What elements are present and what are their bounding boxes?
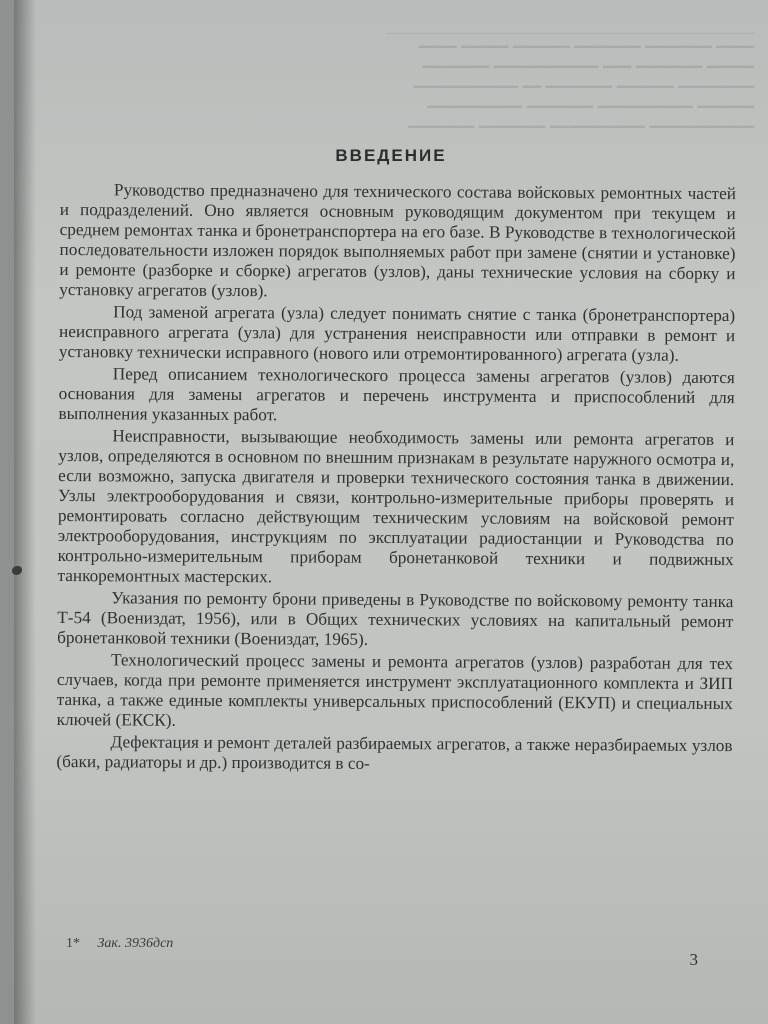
footer-imprint [66,936,173,952]
paragraph-purpose: Руководство предназначено для технического состава войсковых ремонтных частей и подразделений. Оно является основным руководящим документом при текущем и среднем ремонтах танка и бронетранспортера на его базе. В Руководстве в технологической последовательности изложен порядок выполняемых работ при замене (снятии и установке) и ремонте (разборке и сборке) агрегатов (узлов), даны технические условия на сборку и установку агрегатов (узлов). [59,180,736,301]
paragraph-replacement-definition: Под заменой агрегата (узла) следует понимать снятие с танка (бронетранспортера) неисправного агрегата (узла) для устранения неисправности или отправки в ремонт и установку технически исправного (нового или отремонтированного) агрегата (узла). [58,302,736,365]
page-number: 3 [689,950,698,969]
paragraph-replacement-grounds: Перед описанием технологического процесса замены агрегатов (узлов) даются основания для замены агрегатов и перечень инструмента и приспособлений для выполнения указанных работ. [58,364,735,425]
paragraph-armor-repair: Указания по ремонту брони приведены в Руководстве по войсковому ремонту танка Т-54 (Воениздат, 1956), или в Общих технических условиях на капитальный ремонт бронетанковой техники (Воениздат, 1965). [57,588,734,649]
paragraph-defect-detection: Дефектация и ремонт деталей разбираемых агрегатов, а также неразбираемых узлов (баки, радиаторы и др.) производится в со- [56,732,733,773]
page-title: ВВЕДЕНИЕ [335,146,447,165]
order-number: Зак. 3936дсп [97,936,174,951]
paragraph-faults: Неисправности, вызывающие необходимость замены или ремонта агрегатов и узлов, определяются в основном по внешним признакам в результате наружного осмотра и, если возможно, запуска двигателя и проверки технического состояния танка в движении. Узлы электрооборудования и связи, контрольно-измерительные приборы проверять и ремонтировать согласно действующим техническим условиям на войсковой ремонт электрооборудования, инструкциям по эксплуатации радиостанции и Руководства по контрольно-измерительным приборам бронетанковой техники и подвижных танкоремонтных мастерских. [57,426,735,587]
paragraph-process: Технологический процесс замены и ремонта агрегатов (узлов) разработан для тех случаев, когда при ремонте применяется инструмент эксплуатационного комплекта и ЗИП танка, а также единые комплекты универсальных приспособлений (ЕКУП) и специальных ключей (ЕКСК). [56,650,734,730]
book-page [14,0,768,1024]
sheet-mark: 1* [66,936,80,951]
bleed-through-text: ______________________________________________ ━━━━ ━━━━━━━ ━━━━━━━ ━━━━━━ ━━━━━ ━━━━ ━━━━━ ━━━━━━━ ━━━ ━━━━━━━━━━━ ━━━━━━━ ━━━━━━━━ ━━━━━━ ━━━━━━━ ━━ ━━━━━━━━━━━ ━━━━━━ ━━━━━━━━━━ ━━━━━━━ ━━━━━━━━━━ ━━━━━━━━━━━ ━━━━━━━━━━ ━━━━━━━ ━━━━━━━ [386,20,754,136]
body-text [56,180,736,778]
